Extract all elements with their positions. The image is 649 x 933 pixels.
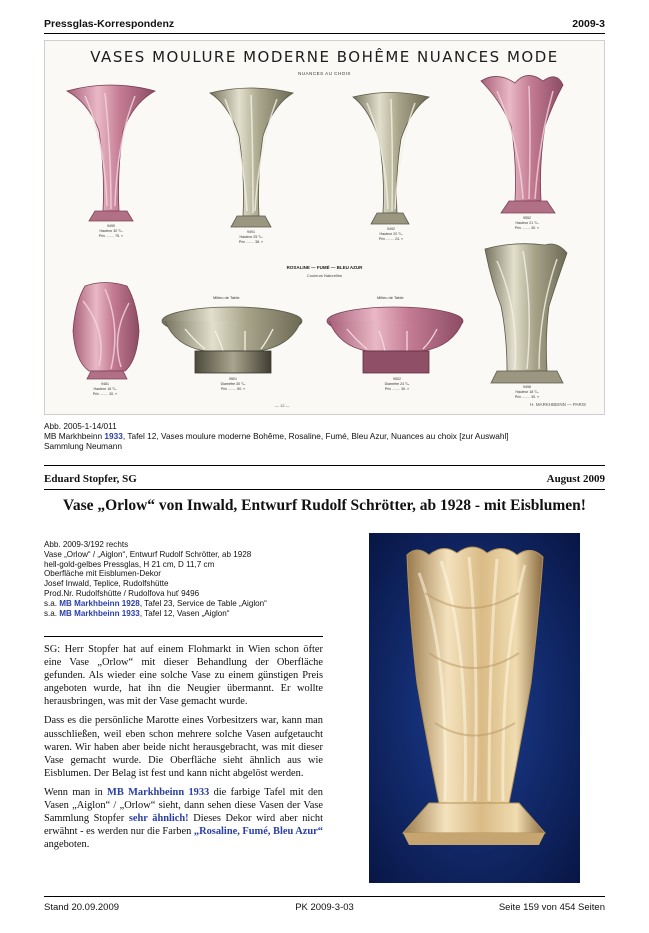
vase-9481-rosaline	[73, 283, 139, 380]
article-date: August 2009	[546, 473, 605, 485]
label-9491: 9491 Hauteur 25 ⁰⁄ₘ Prix ........ 38. »	[238, 230, 264, 244]
link-markhbeinn-1933-body[interactable]: MB Markhbeinn 1933	[107, 786, 210, 798]
label-9501: 9501 Diamètre 30 ⁰⁄ₘ Prix ........ 50. »	[220, 377, 246, 391]
vase-9490-rosaline	[67, 85, 155, 221]
plate-colors-line: ROSALINE — FUMÉ — BLEU AZUR	[286, 265, 363, 270]
figure-caption: Abb. 2005-1-14/011 MB Markhbeinn 1933, Tafel 12, Vases moulure moderne Bohême, Rosaline, Fumé, Bleu Azur, Nuances au choix [zur Auswahl] Sammlung Neumann	[44, 421, 509, 451]
label-9490: 9490 Hauteur 30 ⁰⁄ₘ Prix ........ 75. »	[98, 224, 124, 238]
milieu-label-1: Milieu de Table	[213, 295, 240, 300]
plate-subtitle: NUANCES AU CHOIX	[298, 71, 351, 76]
caption-link-1933[interactable]: 1933	[104, 431, 123, 441]
vase-9552-rosaline	[481, 75, 563, 213]
issue-number: 2009-3	[572, 18, 605, 30]
page-footer	[44, 896, 605, 916]
byline-divider	[44, 489, 605, 490]
label-9502: 9502 Diamètre 24 ⁰⁄ₘ Prix ........ 30. »	[384, 377, 410, 391]
label-9552: 9552 Hauteur 21 ⁰⁄ₘ Prix ........ 40. »	[514, 216, 540, 230]
plate-page-number: — 12 —	[275, 403, 290, 408]
label-9481: 9481 Hauteur 16 ⁰⁄ₘ Prix ........ 30. »	[92, 382, 118, 396]
paragraph-1: SG: Herr Stopfer hat auf einem Flohmarkt in Wien schon öfter eine Vase „Orlow“ mit dieser Behandlung der Oberfläche gefunden. Als wieder eine solche Vase zu einem günstigen Preis angeboten wurde, hat ihn die Neugier übermannt. Er wollte herausbringen, was mit der Vase gemacht wurde.	[44, 644, 323, 708]
link-markhbeinn-1928[interactable]: MB Markhbeinn 1928	[59, 598, 140, 608]
plate-publisher: H. MARKHBEINN — PARIS	[530, 402, 586, 407]
article-title: Vase „Orlow“ von Inwald, Entwurf Rudolf Schrötter, ab 1928 - mit Eisblumen!	[63, 497, 586, 514]
paragraph-3: Wenn man in MB Markhbeinn 1933 die farbige Tafel mit den Vasen „Aiglon“ / „Orlow“ sieht, dann sehen diese Vasen der Vase Sammlung Stopfer sehr ähnlich! Dieses Dekor wird aber nicht erwähnt - es werden nur die Farben „Rosaline, Fumé, Bleu Azur“ angeboten.	[44, 786, 324, 851]
footer-date: Stand 20.09.2009	[44, 902, 120, 913]
figure-info-box: Abb. 2009-3/192 rechts Vase „Orlow“ / „Aiglon“, Entwurf Rudolf Schrötter, ab 1928 hell-gold-gelbes Pressglas, H 21 cm, D 11,7 cm Oberfläche mit Eisblumen-Dekor Josef Inwald, Teplice, Rudolfshütte Prod.Nr. Rudolfshütte / Rudolfova huť 9496 s.a. MB Markhbeinn 1928, Tafel 23, Service de Table „Aiglon“ s.a. MB Markhbeinn 1933, Tafel 12, Vasen „Aiglon“	[44, 540, 267, 618]
article-body	[44, 643, 323, 857]
vase-9492-fume	[353, 93, 429, 225]
paragraph-2: Dass es die persönliche Marotte eines Vorbesitzers war, kann man ausschließen, weil eben schon mehrere solche Vasen aufgetaucht waren. Wir haben aber beide nicht herausgebracht, was mit dieser Vase gemacht wurde. Die Oberfläche sieht ähnlich aus wie Eisblumen. Der Belag ist fest und kann nicht abgelöst werden.	[44, 715, 323, 779]
info-divider	[44, 636, 323, 637]
label-9496: 9496 Hauteur 18 ⁰⁄ₘ Prix ........ 30. »	[514, 385, 540, 399]
link-markhbeinn-1933[interactable]: MB Markhbeinn 1933	[59, 608, 140, 618]
centrepiece-9502-rosaline	[327, 307, 463, 373]
label-9492: 9492 Hauteur 20 ⁰⁄ₘ Prix ........ 24. »	[378, 227, 404, 241]
vase-9491-fume	[210, 88, 293, 227]
plate-colors-sub: Couleurs Naturelles	[306, 273, 343, 278]
vase-orlow-photo	[369, 533, 580, 883]
journal-name: Pressglas-Korrespondenz	[44, 18, 175, 30]
plate-title: VASES MOULURE MODERNE BOHÊME NUANCES MODE	[90, 48, 559, 66]
footer-doc-id: PK 2009-3-03	[295, 902, 354, 913]
footer-page-count: Seite 159 von 454 Seiten	[498, 902, 605, 913]
catalogue-plate-image	[44, 40, 605, 415]
centrepiece-9501-fume	[162, 307, 302, 373]
section-divider	[44, 465, 605, 466]
milieu-label-2: Milieu de Table	[377, 295, 404, 300]
running-header	[44, 14, 605, 34]
article-author: Eduard Stopfer, SG	[44, 473, 137, 485]
